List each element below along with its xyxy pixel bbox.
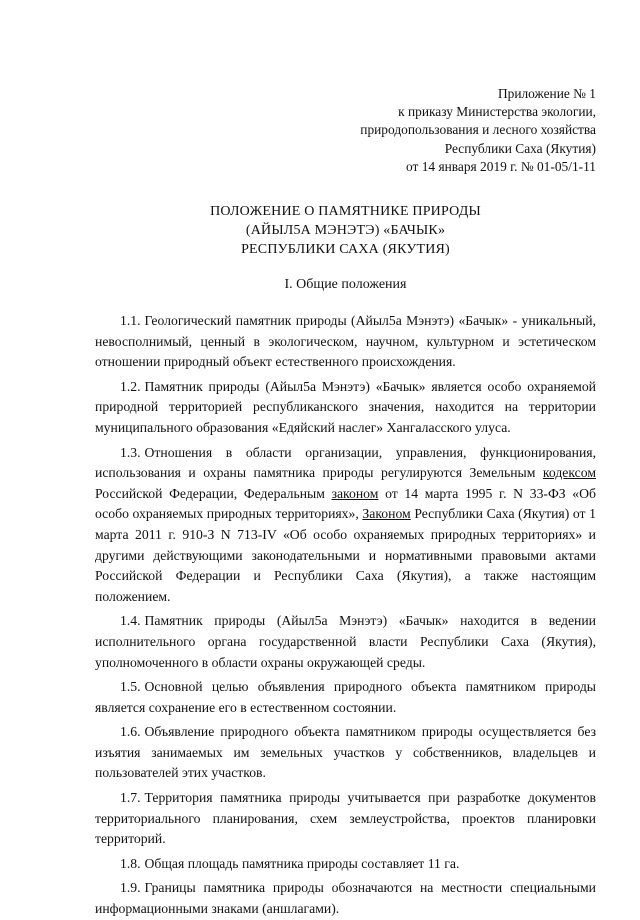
paragraph — [95, 611, 596, 673]
approval-line: Приложение № 1 — [497, 86, 596, 101]
title-line: (АЙЫЛ5А МЭНЭТЭ) «БАЧЫК» — [245, 223, 446, 239]
paragraph-number: 1.2. — [120, 378, 141, 394]
paragraph-number: 1.5. — [120, 679, 141, 695]
approval-line: от 14 января 2019 г. № 01-05/1-11 — [405, 158, 596, 174]
title-line: ПОЛОЖЕНИЕ О ПАМЯТНИКЕ ПРИРОДЫ — [210, 204, 481, 220]
paragraph-number: 1.6. — [120, 724, 141, 740]
paragraph-text: Общая площадь памятника природы составляет 11 га. — [144, 855, 460, 871]
paragraph-number: 1.4. — [120, 613, 141, 629]
paragraph-text: от 14 марта 1995 г. N 33-ФЗ «Об особо охраняемых природных территориях», — [95, 485, 597, 522]
paragraph-number: 1.7. — [120, 790, 141, 806]
paragraph-text: Памятник природы (Айыл5а Мэнэтэ) «Бачык» находится в ведении исполнительного органа государственной власти Республики Саха (Якутия), уполномоченного в области охраны окружающей среды. — [95, 613, 596, 670]
paragraph-text: Отношения в области организации, управления, функционирования, использования и охраны памятника природы регулируются Земельным — [95, 444, 596, 481]
paragraph-number: 1.8. — [120, 855, 141, 871]
paragraph-text: Объявление природного объекта памятником природы осуществляется без изъятия занимаемых им земельных участков у собственников, владельцев и пользователей этих участков. — [95, 724, 596, 781]
paragraph — [95, 878, 596, 919]
paragraph-number: 1.1. — [120, 313, 141, 329]
paragraph-text: Российской Федерации, Федеральным — [95, 485, 332, 501]
paragraph — [95, 677, 596, 718]
approval-block — [95, 85, 596, 176]
law-link[interactable]: Законом — [362, 506, 411, 522]
paragraph — [95, 788, 596, 850]
title-line: РЕСПУБЛИКИ САХА (ЯКУТИЯ) — [241, 242, 450, 258]
paragraph-text: Памятник природы (Айыл5а Мэнэтэ) «Бачык» является особо охраняемой природной территорией республиканского значения, находится на территории муниципального образования «Едяйский наслег» Хангаласского улуса. — [95, 378, 596, 435]
law-link[interactable]: кодексом — [542, 465, 596, 481]
paragraph-text: Территория памятника природы учитывается при разработке документов территориального планирования, схем землеустройства, проектов планировки территорий. — [95, 790, 596, 847]
document-title — [95, 202, 596, 259]
approval-line: Республики Саха (Якутия) — [444, 140, 596, 156]
paragraph-number: 1.3. — [120, 444, 141, 460]
section-heading: I. Общие положения — [284, 277, 407, 293]
law-link[interactable]: законом — [331, 485, 379, 501]
approval-line: природопользования и лесного хозяйства — [360, 122, 596, 138]
paragraph — [95, 311, 596, 373]
paragraph — [95, 854, 596, 875]
paragraph — [95, 722, 596, 784]
approval-line: к приказу Министерства экологии, — [398, 104, 596, 120]
paragraph-text: Границы памятника природы обозначаются на местности специальными информационными знаками (аншлагами). — [95, 880, 596, 917]
paragraph-number: 1.9. — [120, 880, 141, 896]
paragraph — [95, 377, 596, 439]
paragraph-text: Геологический памятник природы (Айыл5а Мэнэтэ) «Бачык» - уникальный, невосполнимый, ценный в экологическом, научном, культурном и эстетическом отношении природный объект естественного происхождения. — [95, 313, 596, 370]
paragraph — [95, 443, 596, 608]
paragraph-text: Республики Саха (Якутия) от 1 марта 2011 г. 910-З N 713-IV «Об особо охраняемых природных территориях» и другими действующими законодательными и нормативными правовыми актами Российской Федерации и Республики Саха (Якутия), а также настоящим положением. — [95, 506, 596, 604]
paragraph-text: Основной целью объявления природного объекта памятником природы является сохранение его в естественном состоянии. — [95, 679, 596, 715]
